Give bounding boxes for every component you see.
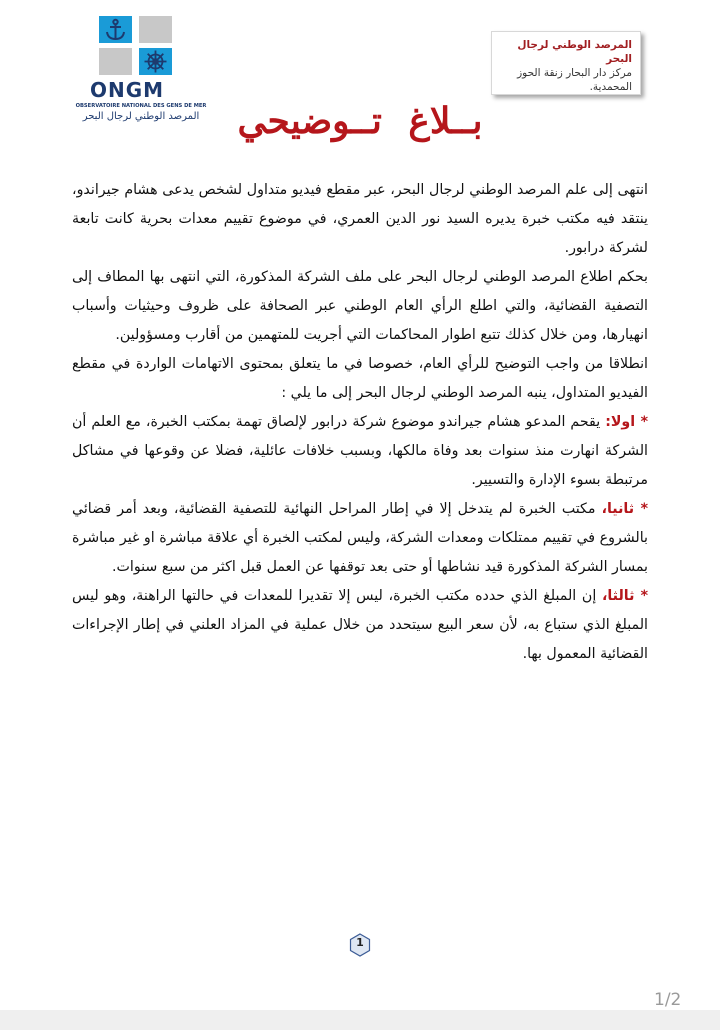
point-third-label: * ثالثا، — [601, 588, 648, 604]
sender-address-box — [491, 31, 641, 95]
page-number-badge — [349, 933, 371, 957]
point-second-text: مكتب الخبرة لم يتدخل إلا في إطار المراحل النهائية للتصفية القضائية، وبعد أمر قضائي بالشروع في تقييم ممتلكات ومعدات الشركة، وليس لمكتب الخبرة أي علاقة مباشرة او غير مباشرة بمسار الشركة المذكورة قيد نشاطها أو حتى بعد توقفها عن العمل قبل اكثر من سبع سنوات. — [72, 501, 648, 575]
logo-tagline-fr: OBSERVATOIRE NATIONAL DES GENS DE MER — [75, 103, 207, 109]
point-first-label: * اولا: — [605, 414, 648, 430]
document-title: بــلاغ تــوضيحي — [237, 100, 483, 142]
point-third — [72, 582, 648, 669]
viewer-bottom-strip — [0, 1010, 720, 1030]
logo-square-bottom-right — [139, 48, 172, 75]
logo-square-top-right — [139, 16, 172, 43]
sender-address-line: مركز دار البحار زنقة الحوز — [517, 67, 632, 79]
logo-tagline-ar: المرصد الوطني لرجال البحر — [82, 111, 200, 122]
point-first — [72, 408, 648, 495]
point-second-label: * ثانيا، — [601, 501, 648, 517]
point-third-text: إن المبلغ الذي حدده مكتب الخبرة، ليس إلا تقديرا للمعدات في حالتها الراهنة، وهو ليس المبلغ الذي ستباع به، لأن سعر البيع سيتحدد من خلال عملية في المزاد العلني في إطار الإجراءات القضائية المعمول بها. — [72, 588, 648, 662]
sender-name: المرصد الوطني لرجال البحر — [517, 39, 632, 65]
paragraph-context: بحكم اطلاع المرصد الوطني لرجال البحر على ملف الشركة المذكورة، التي انتهى بها المطاف إلى التصفية القضائية، والتي اطلع الرأي العام الوطني عبر الصحافة على ظروف وحيثيات وأسباب انهيارها، ومن خلال كذلك تتبع اطوار المحاكمات التي أجريت للمتهمين من أقارب ومسؤولين. — [72, 269, 648, 343]
paragraph-intro: انتهى إلى علم المرصد الوطني لرجال البحر، عبر مقطع فيديو متداول لشخص يدعى هشام جيراندو، ينتقد فيه مكتب خبرة يديره السيد نور الدين العمري، في موضوع تقييم معدات بحرية كانت تابعة لشركة درابور. — [72, 182, 648, 256]
point-first-text: يقحم المدعو هشام جيراندو موضوع شركة درابور لإلصاق تهمة بمكتب الخبرة، مع العلم أن الشركة انهارت منذ سنوات بعد وفاة مالكها، وبسبب خلافات عائلية، فضلا عن وقوعها في مشاكل مرتبطة بسوء الإدارة والتسيير. — [72, 414, 648, 488]
page-number: 1 — [356, 936, 364, 949]
point-second — [72, 495, 648, 582]
logo-square-top-left — [99, 16, 132, 43]
document-body — [72, 176, 648, 669]
sender-city: المحمدية. — [589, 81, 632, 93]
logo-wordmark: ONGM — [90, 78, 165, 102]
anchor-icon — [99, 16, 132, 43]
paragraph-purpose: انطلاقا من واجب التوضيح للرأي العام، خصوصا في ما يتعلق بمحتوى الاتهامات الواردة في مقطع الفيديو المتداول، ينبه المرصد الوطني لرجال البحر إلى ما يلي : — [72, 356, 648, 401]
ship-wheel-icon — [139, 48, 172, 75]
page-counter: 1/2 — [654, 990, 682, 1010]
logo-square-bottom-left — [99, 48, 132, 75]
